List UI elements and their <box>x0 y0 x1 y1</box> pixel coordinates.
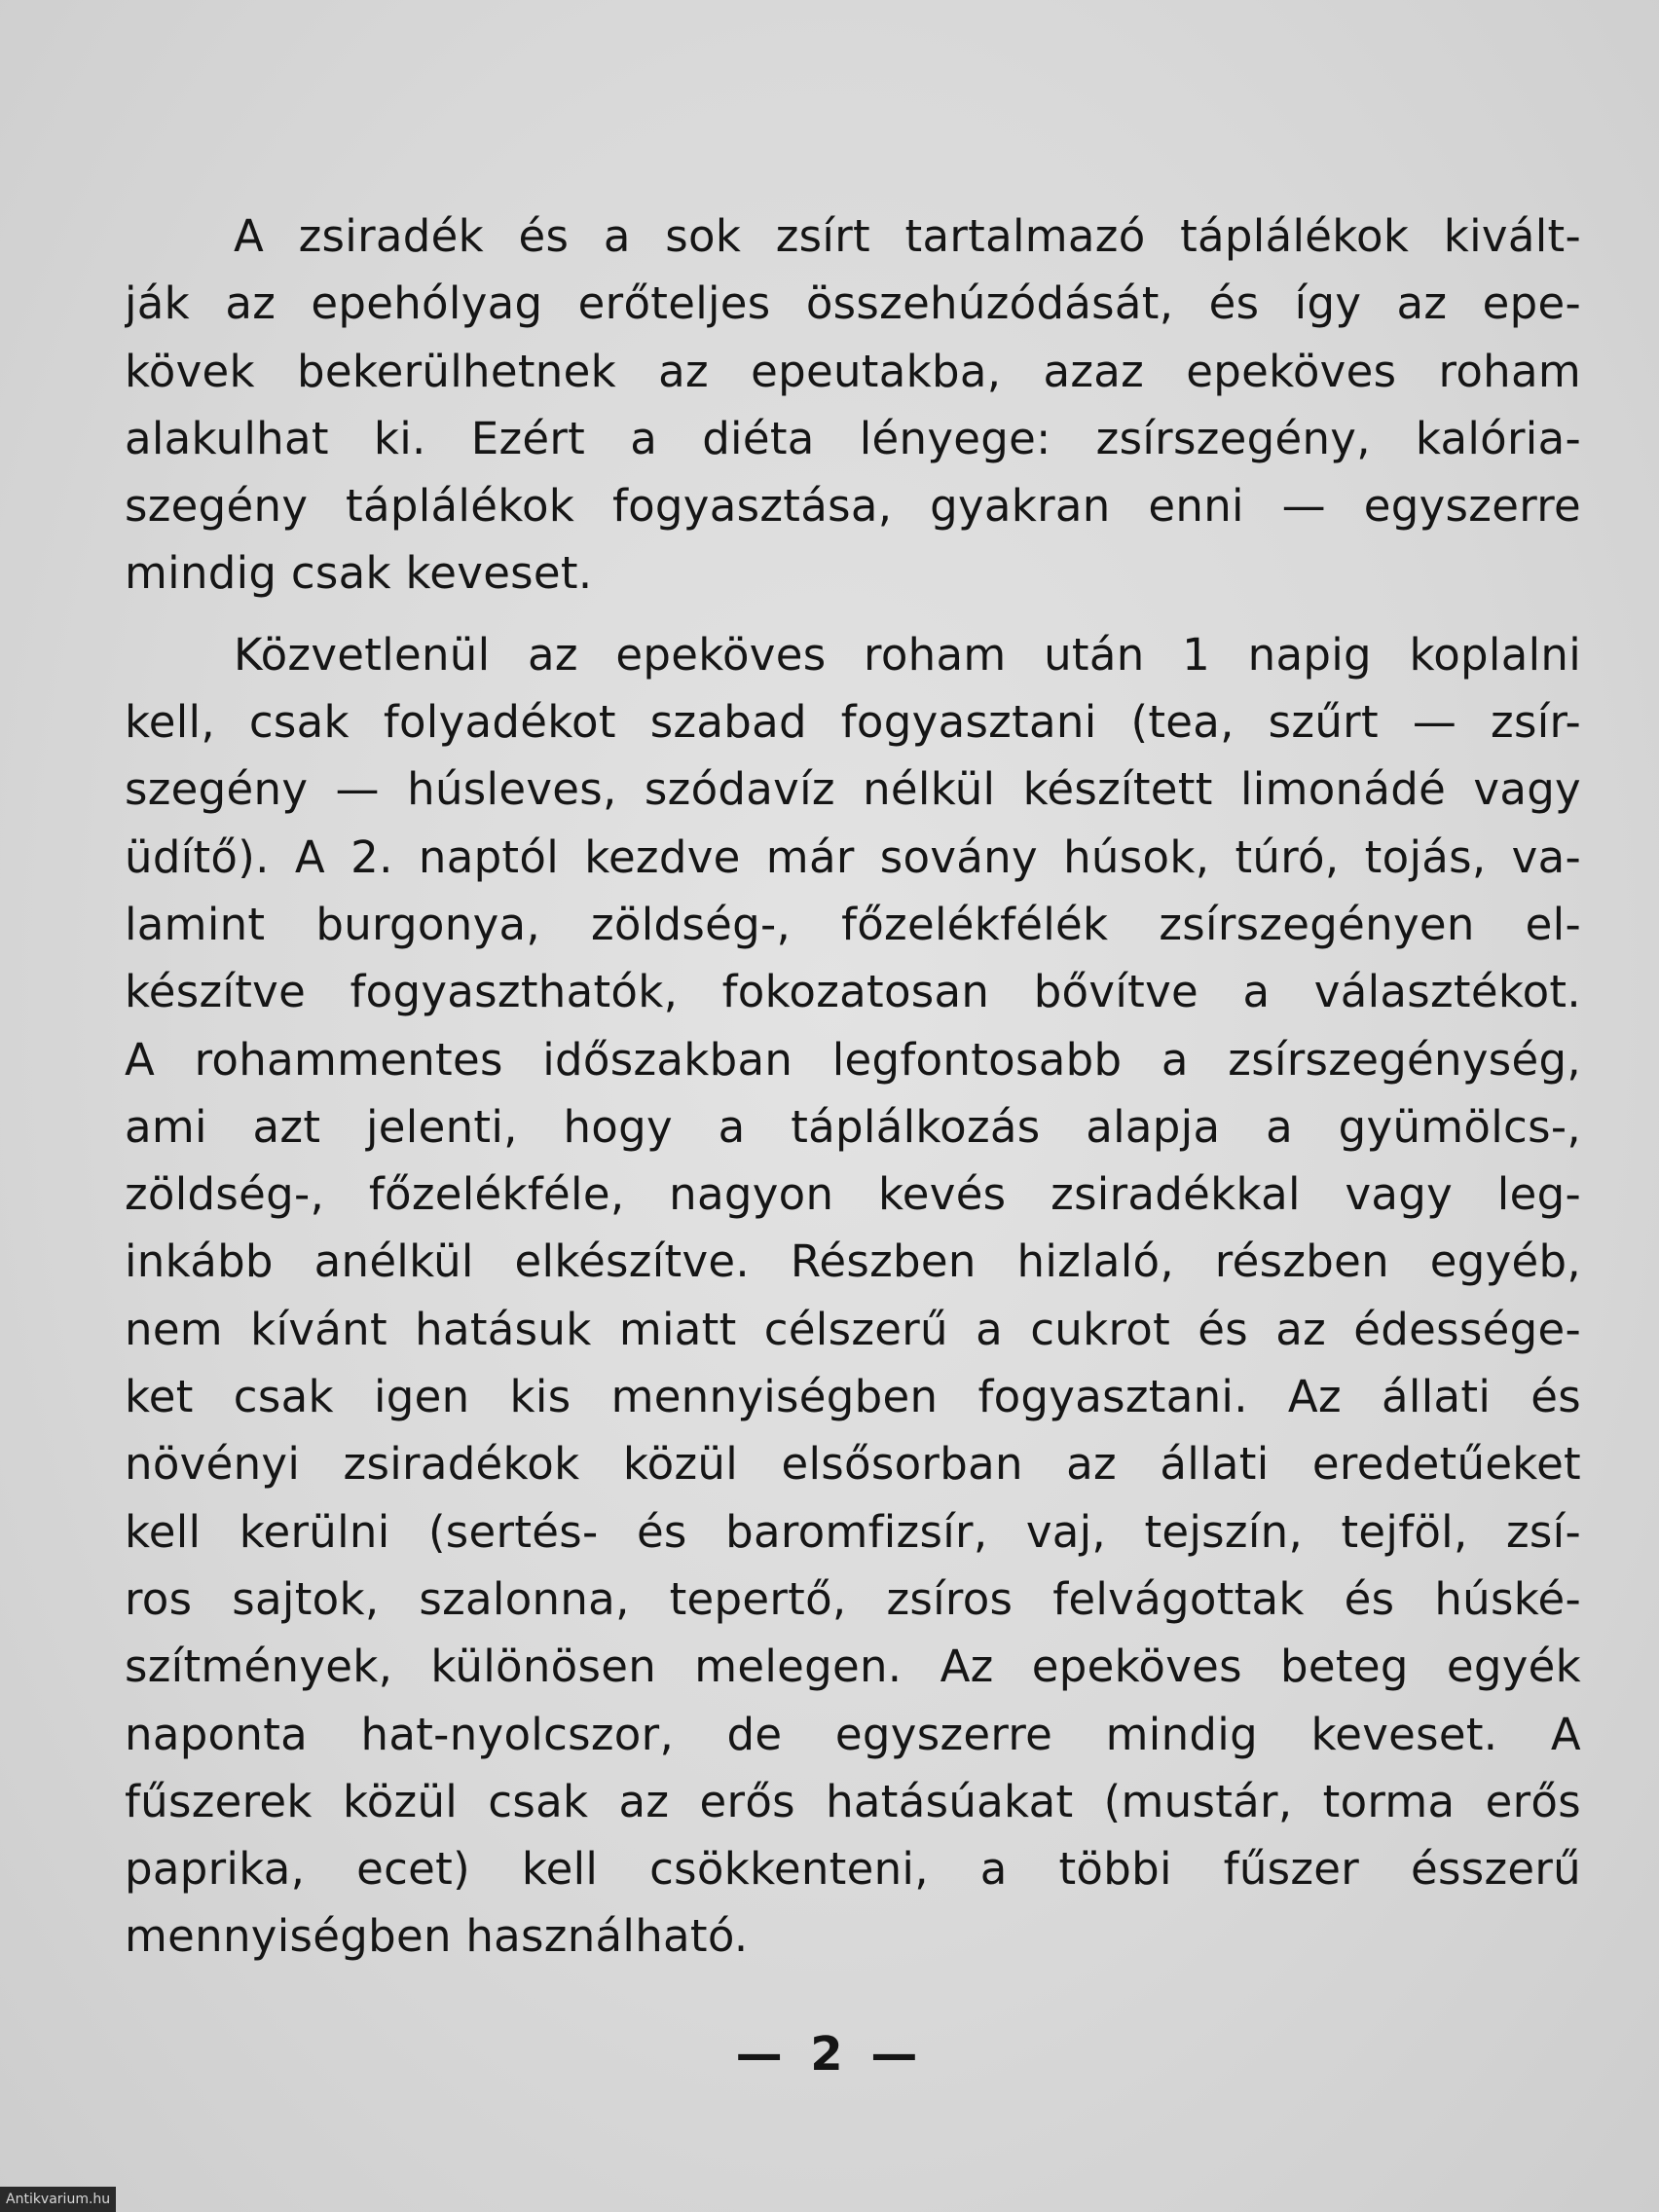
text-line: ros sajtok, szalonna, tepertő, zsíros felvágottak és húské- <box>125 1572 1581 1625</box>
watermark: Antikvarium.hu <box>0 2187 116 2212</box>
text-line: nem kívánt hatásuk miatt célszerű a cukrot és az édessége- <box>125 1303 1581 1355</box>
text-line: szegény táplálékok fogyasztása, gyakran enni — egyszerre <box>125 480 1581 533</box>
page-number: — 2 — <box>735 2027 924 2082</box>
text-line: paprika, ecet) kell csökkenteni, a többi fűszer ésszerű <box>125 1843 1581 1896</box>
text-line: zöldség-, főzelékféle, nagyon kevés zsiradékkal vagy leg- <box>125 1168 1581 1221</box>
text-line: A rohammentes időszakban legfontosabb a zsírszegénység, <box>125 1033 1581 1086</box>
text-line: inkább anélkül elkészítve. Részben hizlaló, részben egyéb, <box>125 1235 1581 1288</box>
body-text <box>125 203 1581 1971</box>
text-line: ket csak igen kis mennyiségben fogyasztani. Az állati és <box>125 1371 1581 1423</box>
text-line: naponta hat-nyolcszor, de egyszerre mindig keveset. A <box>125 1708 1581 1760</box>
paragraph-gap <box>125 608 1581 621</box>
text-line: kell kerülni (sertés- és baromfizsír, vaj, tejszín, tejföl, zsí- <box>125 1505 1581 1558</box>
text-line: üdítő). A 2. naptól kezdve már sovány húsok, túró, tojás, va- <box>125 830 1581 883</box>
text-line: alakulhat ki. Ezért a diéta lényege: zsírszegény, kalória- <box>125 412 1581 464</box>
text-line: mennyiségben használható. <box>125 1910 749 1963</box>
text-line: ják az epehólyag erőteljes összehúzódását, és így az epe- <box>125 277 1581 330</box>
text-line: fűszerek közül csak az erős hatásúakat (mustár, torma erős <box>125 1775 1581 1827</box>
text-line: szítmények, különösen melegen. Az epeköves beteg egyék <box>125 1641 1581 1693</box>
text-line: Közvetlenül az epeköves roham után 1 napig koplalni <box>234 628 1581 681</box>
paragraph-2 <box>125 621 1581 1971</box>
text-line: mindig csak keveset. <box>125 547 593 600</box>
text-line: ami azt jelenti, hogy a táplálkozás alapja a gyümölcs-, <box>125 1100 1581 1153</box>
text-line: szegény — húsleves, szódavíz nélkül készített limonádé vagy <box>125 763 1581 816</box>
text-line: lamint burgonya, zöldség-, főzelékfélék zsírszegényen el- <box>125 898 1581 950</box>
paragraph-1 <box>125 203 1581 608</box>
text-line: A zsiradék és a sok zsírt tartalmazó táplálékok kivált- <box>234 210 1581 262</box>
text-line: kövek bekerülhetnek az epeutakba, azaz epeköves roham <box>125 345 1581 397</box>
text-line: kell, csak folyadékot szabad fogyasztani (tea, szűrt — zsír- <box>125 696 1581 749</box>
text-line: növényi zsiradékok közül elsősorban az állati eredetűeket <box>125 1438 1581 1491</box>
text-line: készítve fogyaszthatók, fokozatosan bővítve a választékot. <box>125 966 1581 1018</box>
